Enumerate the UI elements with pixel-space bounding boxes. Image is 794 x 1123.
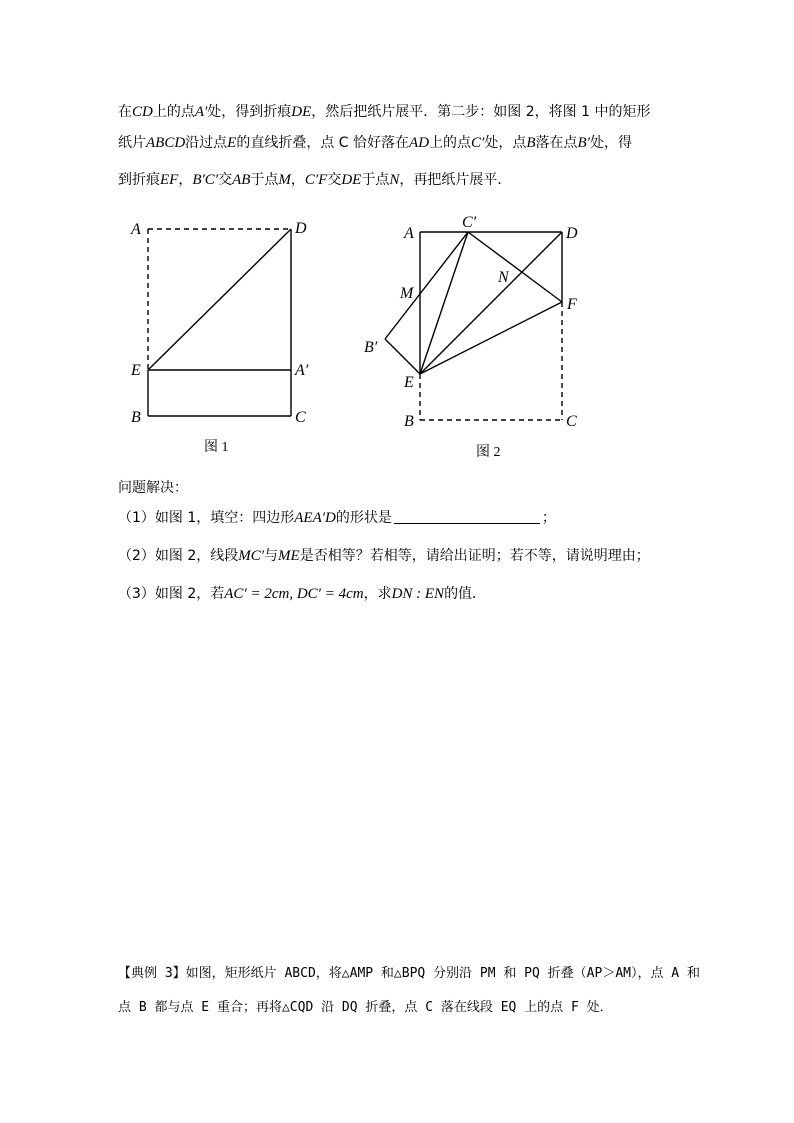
intro-line-2 xyxy=(118,133,632,153)
text: 处，点 xyxy=(484,135,527,151)
label-c: C xyxy=(295,409,306,426)
text: 的直线折叠，点 C 恰好落在 xyxy=(236,135,410,151)
question-3 xyxy=(118,584,486,604)
text: 于点 xyxy=(361,172,390,188)
label-n: N xyxy=(498,269,509,286)
math-given-lengths: AC′ = 2cm, DC′ = 4cm xyxy=(224,586,364,602)
label-b: B xyxy=(404,413,414,430)
figure-1-diagram xyxy=(0,0,794,470)
label-a-prime: A′ xyxy=(295,362,309,379)
text: 的值． xyxy=(444,586,487,602)
edge-b-prime-e xyxy=(385,339,420,374)
text: 交 xyxy=(218,172,233,188)
math-de: DE xyxy=(291,104,312,120)
example-3-line-2: 点 B 都与点 E 重合；再将△CQD 沿 DQ 折叠，点 C 落在线段 EQ 上的点 F 处． xyxy=(118,1000,613,1015)
math-m: M xyxy=(278,172,291,188)
text: 处，得到折痕 xyxy=(207,104,292,120)
math-e: E xyxy=(227,135,237,151)
text: ，然后把纸片展平．第二步：如图 2，将图 1 中的矩形 xyxy=(311,104,651,120)
label-e: E xyxy=(404,374,414,391)
intro-line-3 xyxy=(118,170,511,190)
text: （3）如图 2，若 xyxy=(118,586,225,602)
segment-ec-prime xyxy=(420,232,468,374)
question-2 xyxy=(118,546,650,566)
label-d: D xyxy=(295,220,307,237)
math-ratio: DN : EN xyxy=(391,586,445,602)
math-ab: AB xyxy=(232,172,251,188)
intro-line-1 xyxy=(118,102,650,122)
text: 是否相等？若相等，请给出证明；若不等，请说明理由； xyxy=(299,548,650,564)
figure-1 xyxy=(0,0,794,470)
text: ，再把纸片展平． xyxy=(399,172,512,188)
math-a-prime: A′ xyxy=(194,104,208,120)
math-n: N xyxy=(389,172,400,188)
text: 于点 xyxy=(250,172,279,188)
text: ； xyxy=(541,510,556,526)
math-ad: AD xyxy=(409,135,430,151)
math-abcd: ABCD xyxy=(146,135,186,151)
edge-c-prime-b-prime xyxy=(385,232,468,339)
text: 的形状是 xyxy=(335,510,392,526)
math-b: B xyxy=(526,135,536,151)
math-cd: CD xyxy=(132,104,153,120)
text: 上的点 xyxy=(429,135,472,151)
text: 与 xyxy=(264,548,279,564)
answer-blank[interactable] xyxy=(394,509,540,524)
text: 落在点 xyxy=(535,135,578,151)
text: 处，得 xyxy=(589,135,632,151)
text: 到折痕 xyxy=(118,172,160,188)
text: ，求 xyxy=(363,586,392,602)
text: ， xyxy=(290,172,305,188)
math-c-prime: C′ xyxy=(471,135,485,151)
math-ef: EF xyxy=(160,172,179,188)
math-mc-prime: MC′ xyxy=(238,548,265,564)
math-bc-prime: B′C′ xyxy=(192,172,219,188)
figure-2-diagram xyxy=(0,0,794,470)
math-cf-prime: C′F xyxy=(304,172,328,188)
text: 上的点 xyxy=(152,104,195,120)
label-d: D xyxy=(566,225,578,242)
label-c-prime: C′ xyxy=(462,214,477,231)
label-f: F xyxy=(567,296,577,313)
example-3-line-1: 【典例 3】如图，矩形纸片 ABCD，将△AMP 和△BPQ 分别沿 PM 和 PQ 折叠（AP＞AM），点 A 和 xyxy=(118,966,700,981)
label-a: A xyxy=(131,221,141,238)
figure-2-caption: 图 2 xyxy=(476,445,501,460)
fold-ef xyxy=(420,302,562,374)
fold-de xyxy=(420,232,562,374)
math-quadrilateral: AEA′D xyxy=(294,510,336,526)
edge-c-prime-f xyxy=(468,232,562,302)
label-a: A xyxy=(404,225,414,242)
text: （2）如图 2，线段 xyxy=(118,548,239,564)
label-m: M xyxy=(400,285,414,302)
text: 交 xyxy=(327,172,342,188)
math-b-prime: B′ xyxy=(577,135,590,151)
math-me: ME xyxy=(278,548,300,564)
text: 沿过点 xyxy=(185,135,228,151)
problem-heading: 问题解决： xyxy=(118,480,188,496)
text: ， xyxy=(178,172,193,188)
label-e: E xyxy=(131,362,141,379)
figure-2 xyxy=(0,0,794,470)
text: 纸片 xyxy=(118,135,146,151)
label-b: B xyxy=(131,409,141,426)
question-1 xyxy=(118,508,556,528)
label-c: C xyxy=(566,413,577,430)
math-de: DE xyxy=(341,172,362,188)
fold-de xyxy=(148,229,291,370)
text: （1）如图 1，填空：四边形 xyxy=(118,510,295,526)
text: 在 xyxy=(118,104,132,120)
label-b-prime: B′ xyxy=(364,339,378,356)
figure-1-caption: 图 1 xyxy=(204,440,229,455)
